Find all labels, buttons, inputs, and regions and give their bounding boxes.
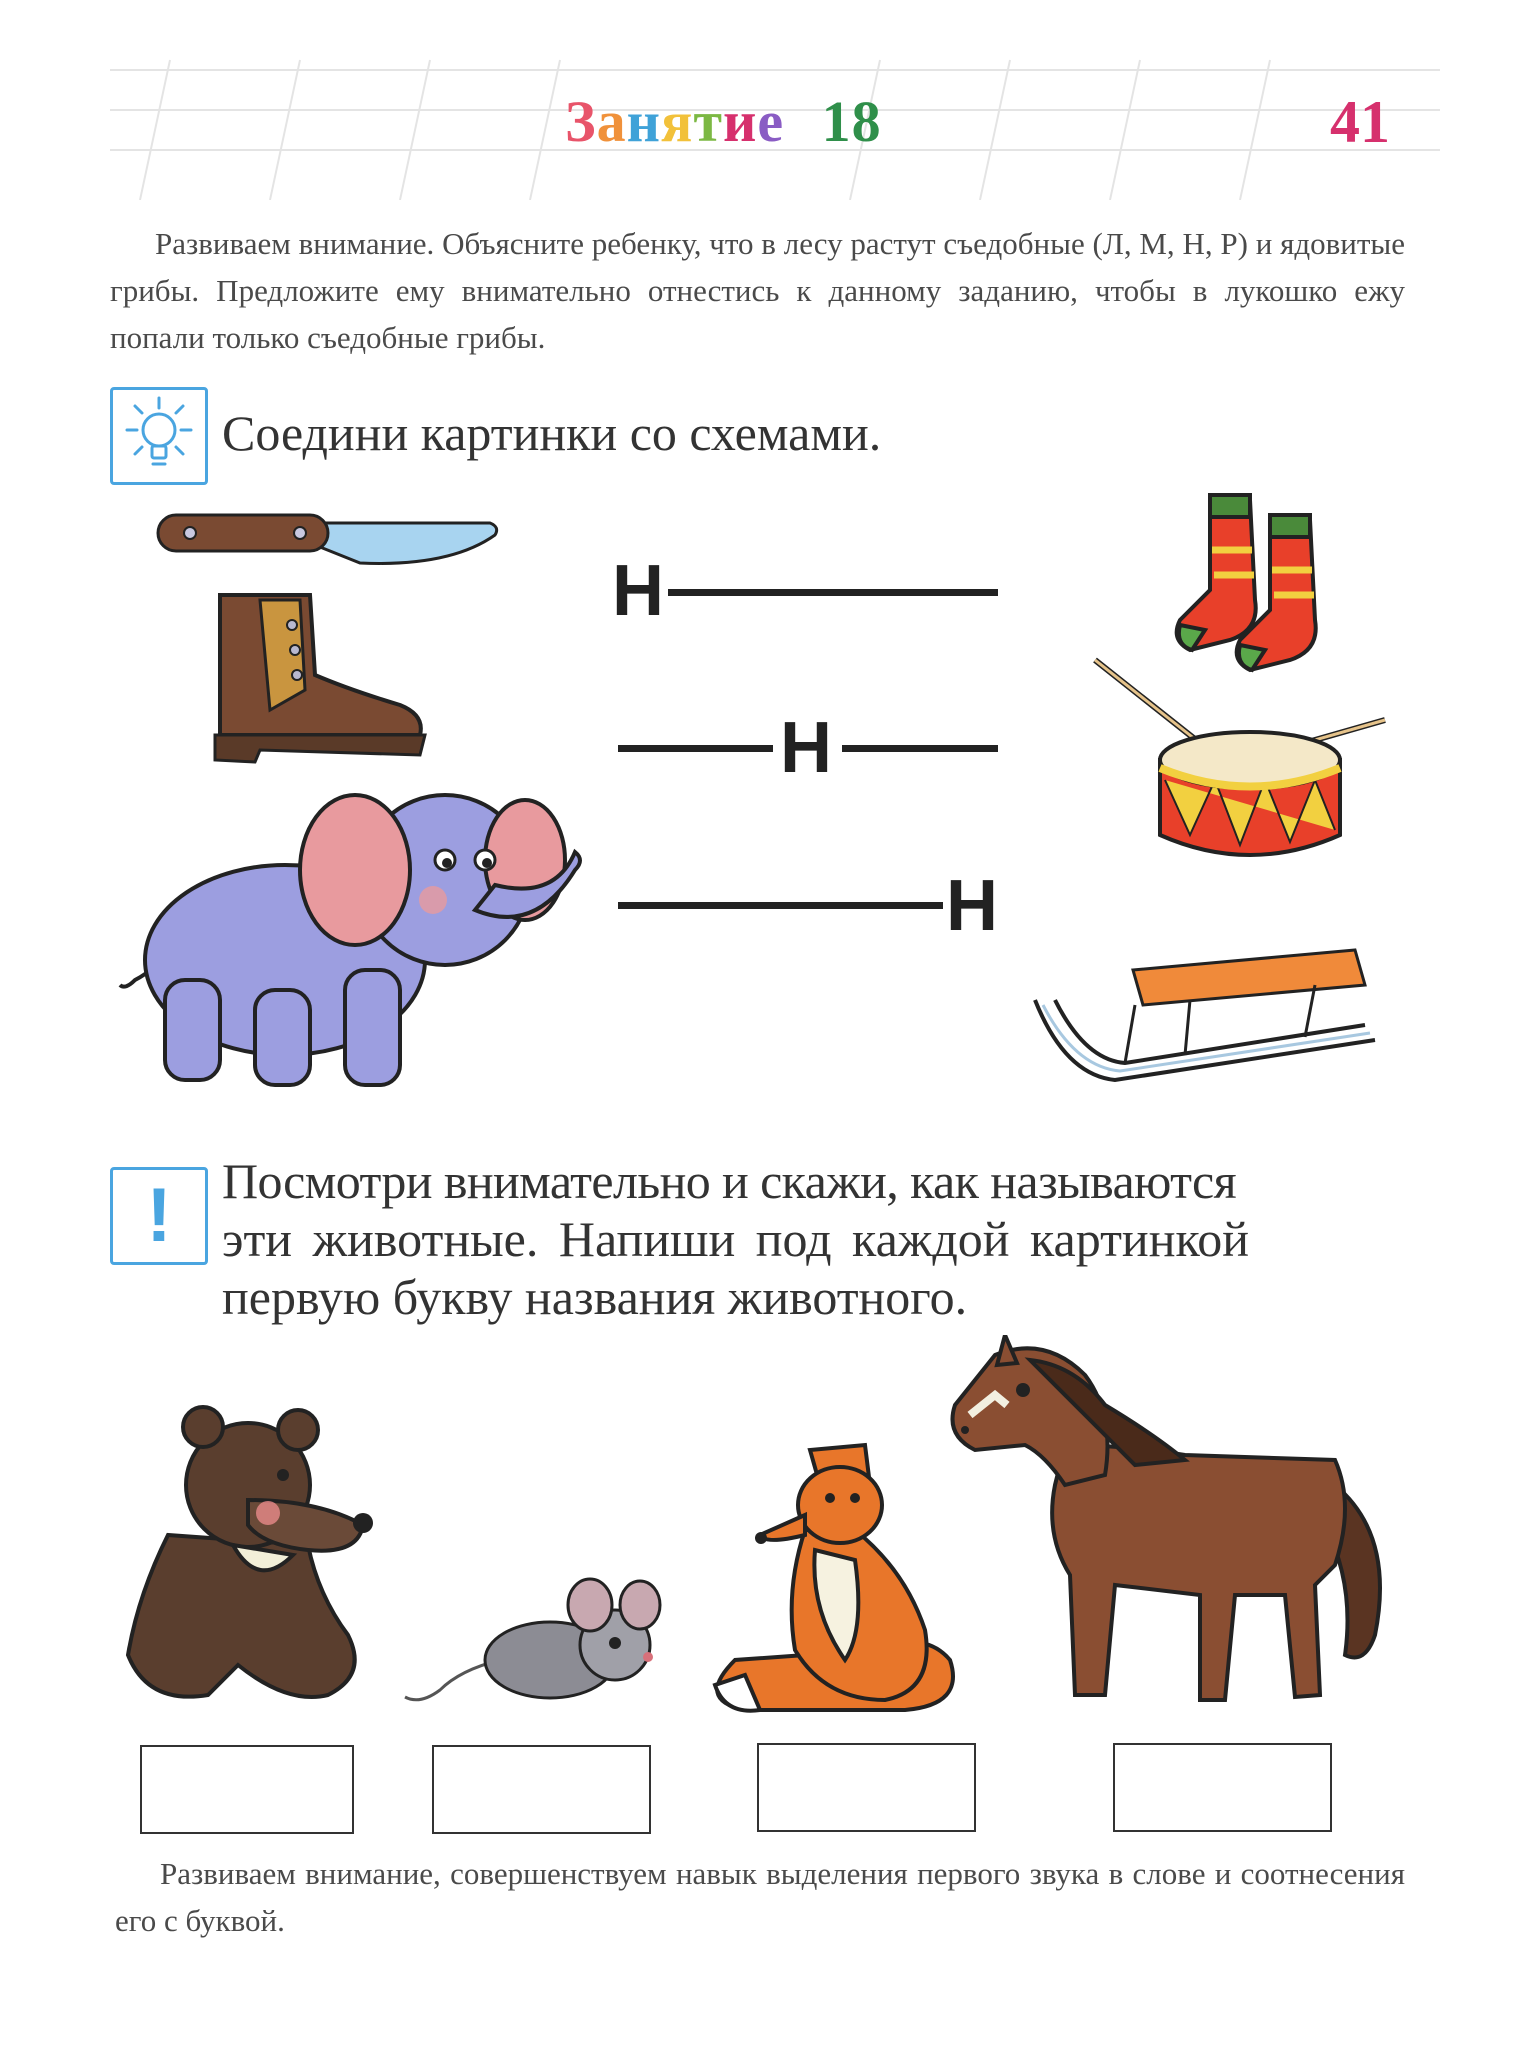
title-letter: я [661,89,694,154]
title-letter: е [757,89,785,154]
lesson-number: 18 [821,89,882,154]
task2-title-line: первую букву названия животного. [222,1269,968,1325]
scheme1-line [668,589,998,596]
mouse-picture [400,1575,690,1715]
task2-title-line: эти животные. Напиши под каждой картинкой [222,1211,1249,1267]
exclamation-icon: ! [146,1173,172,1258]
knife-picture [150,505,500,580]
answer-box-fox[interactable] [757,1743,976,1832]
title-letter: З [565,89,597,154]
title-letter: и [722,89,758,154]
answer-box-bear[interactable] [140,1745,354,1834]
scheme2-letter: Н [780,708,832,788]
task2-title [222,1152,1407,1326]
elephant-picture [115,760,595,1100]
scheme3-letter: Н [946,866,998,946]
title-letter: т [693,89,723,154]
title-letter: а [596,89,627,154]
scheme2-line-left [618,745,773,752]
exclamation-icon-box [110,1167,208,1265]
title-letter: н [626,89,662,154]
scheme3-line [618,902,943,909]
scheme2-line-right [842,745,998,752]
answer-box-horse[interactable] [1113,1743,1332,1832]
drum-picture [1085,650,1395,870]
boot-picture [200,590,430,765]
horse-picture [935,1335,1410,1720]
bear-picture [118,1405,388,1715]
intro-text: Развиваем внимание. Объясните ребенку, что в лесу растут съедобные (Л, М, Н, Р) и ядовитые грибы. Предложите ему внимательно отнестись к данному заданию, чтобы в лукошко ежу попали только съедобные грибы. [110,226,1405,355]
lightbulb-icon-box [110,387,208,485]
task2-title-line: Посмотри внимательно и скажи, как называются [222,1153,1237,1209]
answer-box-mouse[interactable] [432,1745,651,1834]
sled-picture [1025,945,1385,1090]
scheme1-letter: Н [612,551,664,631]
lesson-title [565,88,882,155]
page-number: 41 [1330,89,1390,155]
footer-text: Развиваем внимание, совершенствуем навык выделения первого звука в слове и соотнесения его с буквой. [115,1856,1405,1938]
task1-title: Соедини картинки со схемами. [222,405,882,461]
lightbulb-icon [113,390,205,482]
